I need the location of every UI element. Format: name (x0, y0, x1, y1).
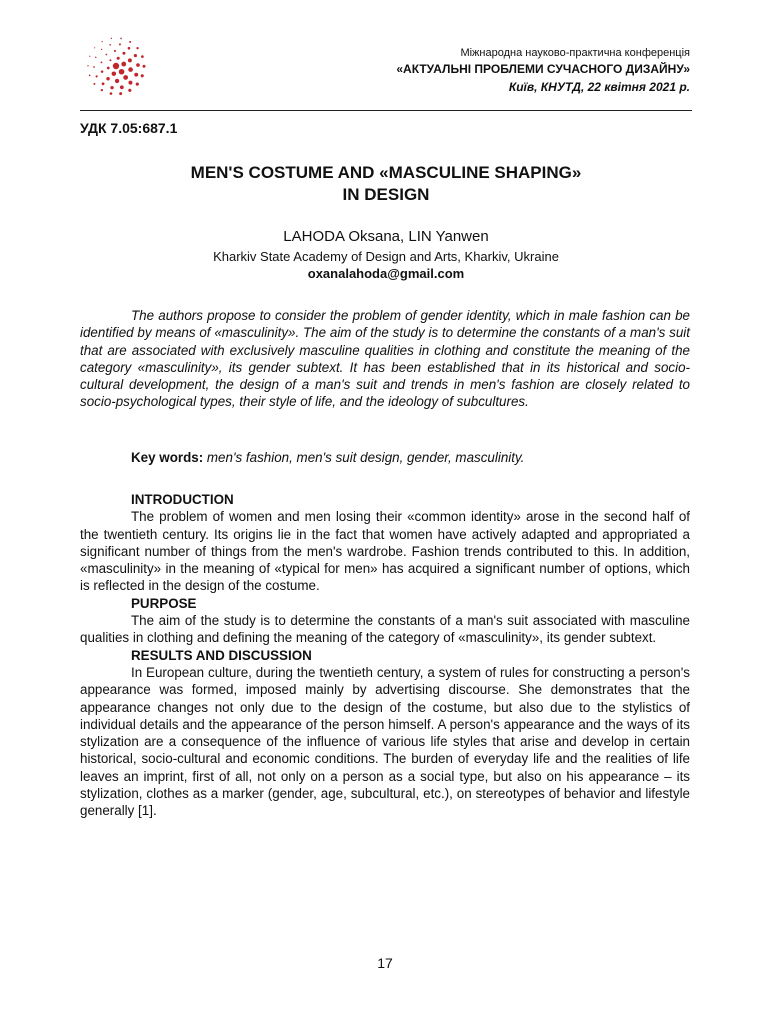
logo-dot (121, 62, 126, 67)
logo-dot (95, 57, 96, 58)
logo-dot (109, 44, 111, 46)
keywords-label: Key words: (131, 450, 204, 465)
logo-dot (113, 63, 119, 69)
logo-dot (107, 67, 110, 70)
body-content (80, 491, 690, 820)
logo-dot (106, 77, 109, 80)
logo-dot (93, 66, 95, 68)
logo-dot (143, 65, 146, 68)
logo-dot (136, 63, 140, 67)
affiliation: Kharkiv State Academy of Design and Arts, Kharkiv, Ukraine (213, 249, 559, 264)
logo-dot (134, 73, 138, 77)
logo-dot (128, 47, 131, 50)
logo-dot (111, 38, 112, 39)
logo-dot (101, 89, 103, 91)
conference-type: Міжнародна науково-практична конференція (460, 47, 690, 59)
results-text: In European culture, during the twentieth century, a system of rules for constructing a person's appearance was formed, imposed mainly by advertising discourse. She demonstrates that the appearance changes not only due to the design of the costume, but also due to the stylistics of individual details and the appearance of the person himself. A person's appearance and the ways of its stylization are a consequence of the influence of various life styles that arise and develop in certain historical, socio-cultural and economic conditions. The burden of everyday life and the realities of life leaves an imprint, first of all, not only on a person as a social type, but also on his appearance – its stylization, clothes as a marker (gender, age, subcultural, etc.), on stereotypes of behavior and lifestyle generally [1]. (80, 664, 690, 819)
title-line-1: MEN'S COSTUME AND «MASCULINE SHAPING» (190, 163, 582, 182)
logo-dot (106, 54, 108, 56)
paper-title (80, 162, 692, 206)
logo-dot (93, 83, 95, 85)
conference-logo (84, 34, 148, 98)
logo-dot (115, 79, 119, 83)
logo-dot (114, 50, 116, 52)
logo-dot (89, 75, 91, 77)
conference-header (396, 46, 690, 96)
logo-dot (109, 59, 111, 61)
author-email: oxanalahoda@gmail.com (307, 266, 465, 281)
introduction-heading: INTRODUCTION (131, 492, 234, 507)
keywords-text: men's fashion, men's suit design, gender, masculinity. (203, 450, 525, 465)
logo-dot (101, 49, 102, 50)
logo-dot (119, 69, 125, 75)
logo-dot (122, 52, 125, 55)
udk-code: УДК 7.05:687.1 (80, 120, 178, 136)
logo-dot (89, 56, 90, 57)
purpose-text: The aim of the study is to determine the constants of a man's suit associated with masculine qualities in clothing and defining the meaning of the category of «masculinity», its gender subtext. (80, 613, 690, 646)
logo-dot (101, 70, 104, 73)
logo-dot (94, 47, 95, 48)
logo-dot (128, 58, 132, 62)
logo-dot (136, 83, 139, 86)
results-heading: RESULTS AND DISCUSSION (131, 647, 312, 663)
introduction-text: The problem of women and men losing their «common identity» arose in the second half of the twentieth century. Its origins lie in the fact that women have actively adapted and appropriated a significant number of things from the men's wardrobe. Fashion trends contributed to this. In addition, «masculinity» in the meaning of «typical for men» has acquired a significant number of options, which is reflected in the design of the costume. (80, 509, 690, 594)
logo-dot (120, 85, 124, 89)
logo-dot (128, 81, 132, 85)
logo-dot (102, 82, 105, 85)
logo-dot (117, 57, 120, 60)
conference-name: «АКТУАЛЬНІ ПРОБЛЕМИ СУЧАСНОГО ДИЗАЙНУ» (396, 62, 690, 76)
logo-dot (120, 38, 122, 40)
logo-dot (112, 71, 117, 76)
page-number: 17 (377, 955, 393, 971)
logo-dot (134, 54, 137, 57)
logo-dot (136, 47, 138, 49)
logo-dot (102, 41, 103, 42)
logo-dot (119, 92, 122, 95)
logo-dot (123, 75, 128, 80)
logo-dot (110, 86, 113, 89)
logo-dot (110, 92, 113, 95)
keywords (131, 449, 690, 466)
logo-dot (119, 43, 121, 45)
logo-dot (128, 67, 133, 72)
title-line-2: IN DESIGN (342, 185, 430, 204)
logo-dot (101, 61, 103, 63)
logo-dot (87, 65, 88, 66)
authors: LAHODA Oksana, LIN Yanwen (283, 228, 489, 245)
conference-place-date: Київ, КНУТД, 22 квітня 2021 р. (508, 80, 690, 94)
header-divider (80, 110, 692, 111)
logo-dot (141, 74, 144, 77)
logo-dot (129, 41, 131, 43)
logo-dot (96, 75, 98, 77)
logo-dot (128, 89, 131, 92)
purpose-heading: PURPOSE (131, 595, 197, 611)
abstract: The authors propose to consider the problem of gender identity, which in male fashion can be identified by means of «masculinity». The aim of the study is to determine the constants of a man's suit that are associated with exclusively masculine qualities in clothing and constitute the meaning of the category «masculinity», its gender subtext. It has been established that in its historical and socio-cultural development, the design of a man's suit and trends in men's fashion are closely related to socio-psychological types, their style of life, and the ideology of subcultures. (80, 308, 690, 410)
logo-dot (141, 55, 144, 58)
